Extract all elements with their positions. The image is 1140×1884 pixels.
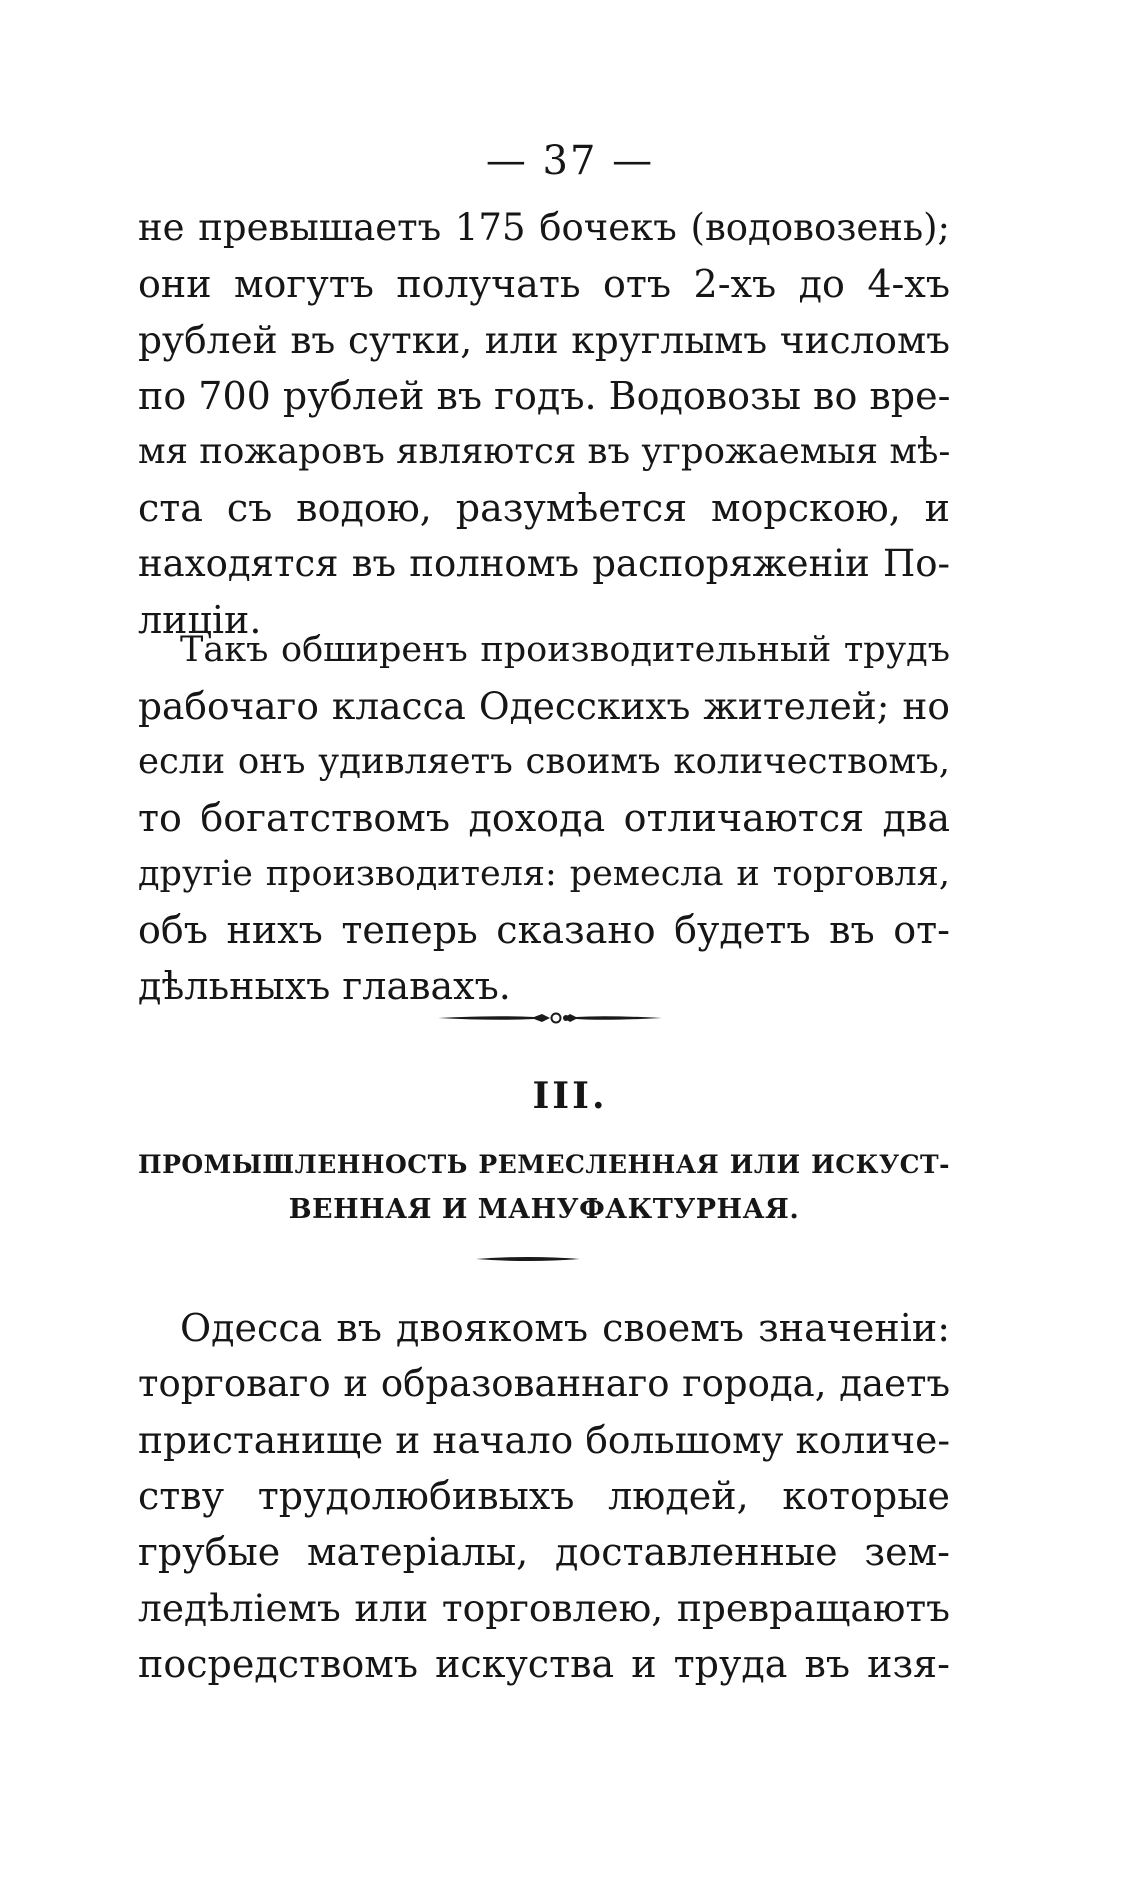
paragraph-water-carriers [138, 200, 950, 648]
text-line: по 700 рублей въ годъ. Водовозы во вре- [138, 374, 951, 418]
text-line: Одесса въ двоякомъ своемъ значеніи: [180, 1306, 950, 1350]
text-line: не превышаетъ 175 бочекъ (водовозень); [138, 206, 950, 249]
ornamental-divider [438, 1008, 662, 1028]
text-line: дѣльныхъ главахъ. [138, 964, 511, 1008]
text-line: рублей въ сутки, или круглымъ числомъ [138, 318, 950, 362]
text-line: лиціи. [138, 598, 262, 642]
text-line: они могутъ получать отъ 2-хъ до 4-хъ [138, 262, 950, 306]
text-line: то богатствомъ дохода отличаются два [138, 796, 950, 840]
text-line: другіе производителя: ремесла и торговля, [138, 854, 950, 894]
text-line: ста съ водою, разумѣется морскою, и [138, 486, 950, 530]
heading-text: ВЕННАЯ И МАНУФАКТУРНАЯ. [288, 1194, 800, 1225]
text-line: грубые матеріалы, доставленные зем- [138, 1530, 950, 1574]
text-line: ству трудолюбивыхъ людей, которые [138, 1474, 950, 1518]
page-number: — 37 — [485, 138, 655, 184]
text-line: пристанище и начало большому количе- [138, 1418, 950, 1462]
text-line: рабочаго класса Одесскихъ жителей; но [138, 684, 950, 728]
paragraph-odessa-industry [138, 1300, 950, 1692]
text-line: Такъ обширенъ производительный трудъ [180, 630, 950, 670]
text-line: торговаго и образованнаго города, даетъ [138, 1362, 950, 1405]
short-divider [476, 1252, 580, 1266]
text-line: мя пожаровъ являются въ угрожаемыя мѣ- [138, 431, 951, 472]
paragraph-productive-labour [138, 622, 950, 1014]
section-heading-line-2 [138, 1190, 950, 1230]
text-line: объ нихъ теперь сказано будетъ въ от- [138, 908, 950, 952]
text-line: ледѣліемъ или торговлею, превращаютъ [138, 1586, 950, 1630]
heading-text: ПРОМЫШЛЕННОСТЬ РЕМЕСЛЕННАЯ ИЛИ ИСКУСТ- [138, 1150, 950, 1179]
text-line: посредствомъ искуства и труда въ изя- [138, 1642, 950, 1686]
section-heading-line-1 [138, 1145, 950, 1185]
text-line: если онъ удивляетъ своимъ количествомъ, [138, 741, 950, 782]
text-line: находятся въ полномъ распоряженіи По- [138, 542, 950, 585]
section-number: III. [532, 1075, 608, 1117]
